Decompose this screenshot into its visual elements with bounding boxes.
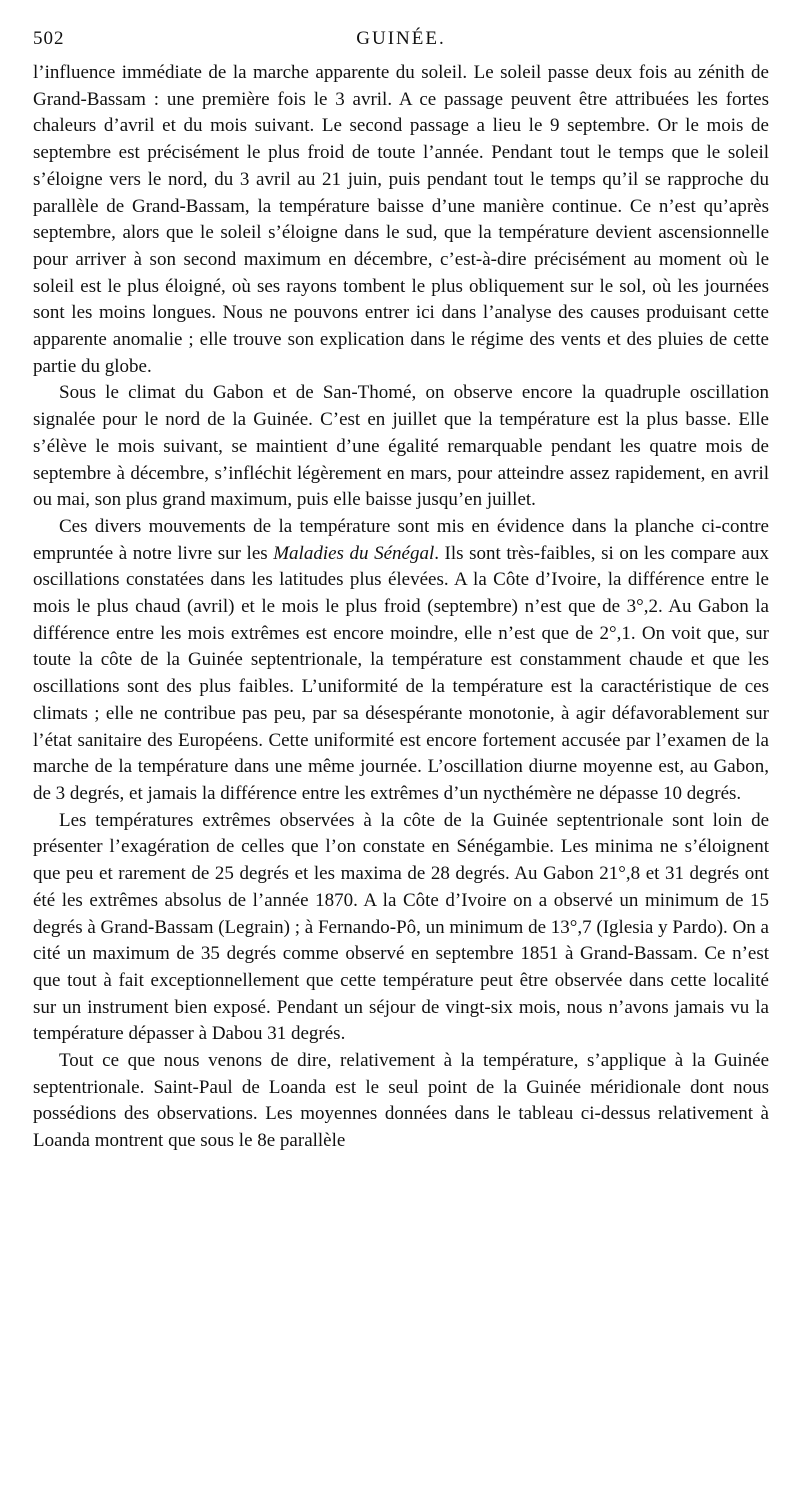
paragraph-5: Tout ce que nous venons de dire, relativement à la température, s’applique à la Guinée septentrionale. Saint-Paul de Loanda est le seul point de la Guinée méridionale dont nous possédions des observations. Les moyennes données dans le tableau ci-dessus relativement à Loanda montrent que sous le 8e parallèle	[33, 1050, 769, 1152]
paragraph-4: Les températures extrêmes observées à la côte de la Guinée septentrionale sont loin de présenter l’exagération de celles que l’on constate en Sénégambie. Les minima ne s’éloignent que peu et rarement de 25 degrés et les maxima de 28 degrés. Au Gabon 21°,8 et 31 degrés ont été les extrêmes absolus de l’année 1870. A la Côte d’Ivoire on a observé un minimum de 15 degrés à Grand-Bassam (Legrain) ; à Fernando-Pô, un minimum de 13°,7 (Iglesia y Pardo). On a cité un maximum de 35 degrés comme observé en septembre 1851 à Grand-Bassam. Ce n’est que tout à fait exceptionnellement que cette température peut être observée dans cette localité sur un instrument bien exposé. Pendant un séjour de vingt-six mois, nous n’avons jamais vu la température dépasser à Dabou 31 degrés.	[33, 809, 769, 1045]
paragraph-3	[33, 514, 769, 808]
running-title: GUINÉE.	[356, 28, 446, 49]
paragraph-1: l’influence immédiate de la marche apparente du soleil. Le soleil passe deux fois au zénith de Grand-Bassam : une première fois le 3 avril. A ce passage peuvent être attribuées les fortes chaleurs d’avril et du mois suivant. Le second passage a lieu le 9 septembre. Or le mois de septembre est précisément le plus froid de toute l’année. Pendant tout le temps que le soleil s’éloigne vers le nord, du 3 avril au 21 juin, puis pendant tout le temps qu’il se rapproche du parallèle de Grand-Bassam, la température baisse d’une manière continue. Ce n’est qu’après septembre, alors que le soleil s’éloigne dans le sud, que la température devient ascensionnelle pour arriver à son second maximum en décembre, c’est-à-dire précisément au moment où le soleil est le plus éloigné, où ses rayons tombent le plus obliquement sur le sol, où les journées sont les moins longues. Nous ne pouvons entrer ici dans l’analyse des causes produisant cette apparente anomalie ; elle trouve son explication dans le régime des vents et des pluies de cette partie du globe.	[33, 62, 769, 377]
paragraph-3-text-after: . Ils sont très-faibles, si on les compare aux oscillations constatées dans les latitudes plus élevées. A la Côte d’Ivoire, la différence entre le mois le plus chaud (avril) et le mois le plus froid (septembre) n’est que de 3°,2. Au Gabon la différence entre les mois extrêmes est encore moindre, elle n’est que de 2°,1. On voit que, sur toute la côte de la Guinée septentrionale, la température est constamment chaude et que les oscillations sont des plus faibles. L’uniformité de la température est la caractéristique de ces climats ; elle ne contribue pas peu, par sa désespérante monotonie, à agir défavorablement sur l’état sanitaire des Européens. Cette uniformité est encore fortement accusée par l’examen de la marche de la température dans une même journée. L’oscillation diurne moyenne est, au Gabon, de 3 degrés, et jamais la différence entre les extrêmes d’un nycthémère ne dépasse 10 degrés.	[33, 542, 769, 804]
page-number: 502	[33, 28, 65, 49]
body-text	[33, 60, 769, 1155]
paragraph-3-text-before: Ces divers mouvements de la température sont mis en évidence dans la planche ci-contre empruntée à notre livre sur les	[33, 515, 769, 564]
page-header	[33, 28, 769, 58]
book-title-italic: Maladies du Sénégal	[273, 542, 435, 564]
document-page	[33, 28, 769, 1155]
paragraph-2: Sous le climat du Gabon et de San-Thomé, on observe encore la quadruple oscillation signalée pour le nord de la Guinée. C’est en juillet que la température est la plus basse. Elle s’élève le mois suivant, se maintient d’une égalité remarquable pendant les quatre mois de septembre à décembre, s’infléchit légèrement en mars, pour atteindre assez rapidement, en avril ou mai, son plus grand maximum, puis elle baisse jusqu’en juillet.	[33, 382, 769, 511]
